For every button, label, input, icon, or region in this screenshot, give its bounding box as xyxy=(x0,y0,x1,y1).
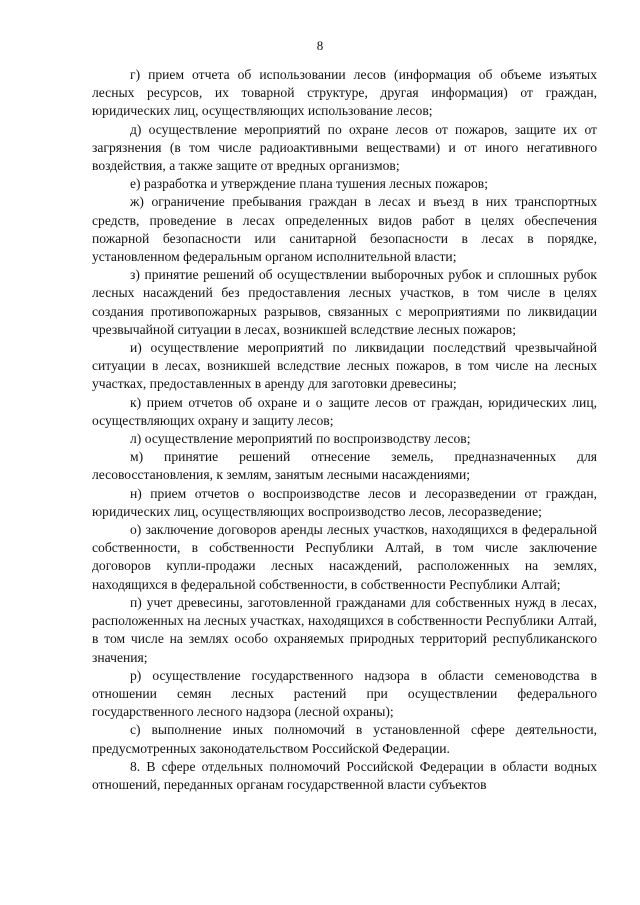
paragraph-g: г) прием отчета об использовании лесов (информация об объеме изъятых лесных ресурсов, их товарной структуре, другая информация) от граждан, юридических лиц, осуществляющих использование лесов; xyxy=(92,67,597,119)
paragraph-l: л) осуществление мероприятий по воспроизводству лесов; xyxy=(130,431,471,447)
paragraph-n: н) прием отчетов о воспроизводстве лесов и лесоразведении от граждан, юридических лиц, осуществляющих воспроизводство лесов, лесоразведение; xyxy=(92,485,597,519)
paragraph-zh: ж) ограничение пребывания граждан в лесах и въезд в них транспортных средств, проведение в лесах определенных видов работ в целях обеспечения пожарной безопасности или санитарной безопасности в лесах в порядке, установленном федеральным органом исполнительной власти; xyxy=(92,194,597,265)
paragraph-p: п) учет древесины, заготовленной гражданами для собственных нужд в лесах, расположенных на лесных участках, находящихся в собственности Республики Алтай, в том числе на землях особо охраняемых природных территорий республиканского значения; xyxy=(92,594,597,665)
paragraph-s: с) выполнение иных полномочий в установленной сфере деятельности, предусмотренных законодательством Российской Федерации. xyxy=(92,722,597,756)
paragraph-e: е) разработка и утверждение плана тушения лесных пожаров; xyxy=(130,176,488,192)
paragraph-section-8: 8. В сфере отдельных полномочий Российской Федерации в области водных отношений, переданных органам государственной власти субъектов xyxy=(92,758,597,792)
paragraph-m: м) принятие решений отнесение земель, предназначенных для лесовосстановления, к землям, занятым лесными насаждениями; xyxy=(92,449,597,483)
document-body xyxy=(92,66,597,794)
paragraph-r: р) осуществление государственного надзора в области семеноводства в отношении семян лесных растений при осуществлении федерального государственного лесного надзора (лесной охраны); xyxy=(92,667,597,720)
paragraph-z: з) принятие решений об осуществлении выборочных рубок и сплошных рубок лесных насаждений без предоставления лесных участков, в том числе в целях создания противопожарных разрывов, связанных с мероприятиями по ликвидации чрезвычайной ситуации в лесах, возникшей вследствие лесных пожаров; xyxy=(92,267,597,337)
paragraph-o: о) заключение договоров аренды лесных участков, находящихся в федеральной собственности, в собственности Республики Алтай, в том числе заключение договоров купли-продажи лесных насаждений, расположенных на землях, находящихся в федеральной собственности, в собственности Республики Алтай; xyxy=(92,522,597,592)
paragraph-k: к) прием отчетов об охране и о защите лесов от граждан, юридических лиц, осуществляющих охрану и защиту лесов; xyxy=(92,394,597,428)
paragraph-i: и) осуществление мероприятий по ликвидации последствий чрезвычайной ситуации в лесах, возникшей вследствие лесных пожаров, в том числе на лесных участках, предоставленных в аренду для заготовки древесины; xyxy=(92,340,597,392)
paragraph-d: д) осуществление мероприятий по охране лесов от пожаров, защите их от загрязнения (в том числе радиоактивными веществами) и от иного негативного воздействия, а также защите от вредных организмов; xyxy=(92,121,597,174)
page-number: 8 xyxy=(316,38,324,53)
